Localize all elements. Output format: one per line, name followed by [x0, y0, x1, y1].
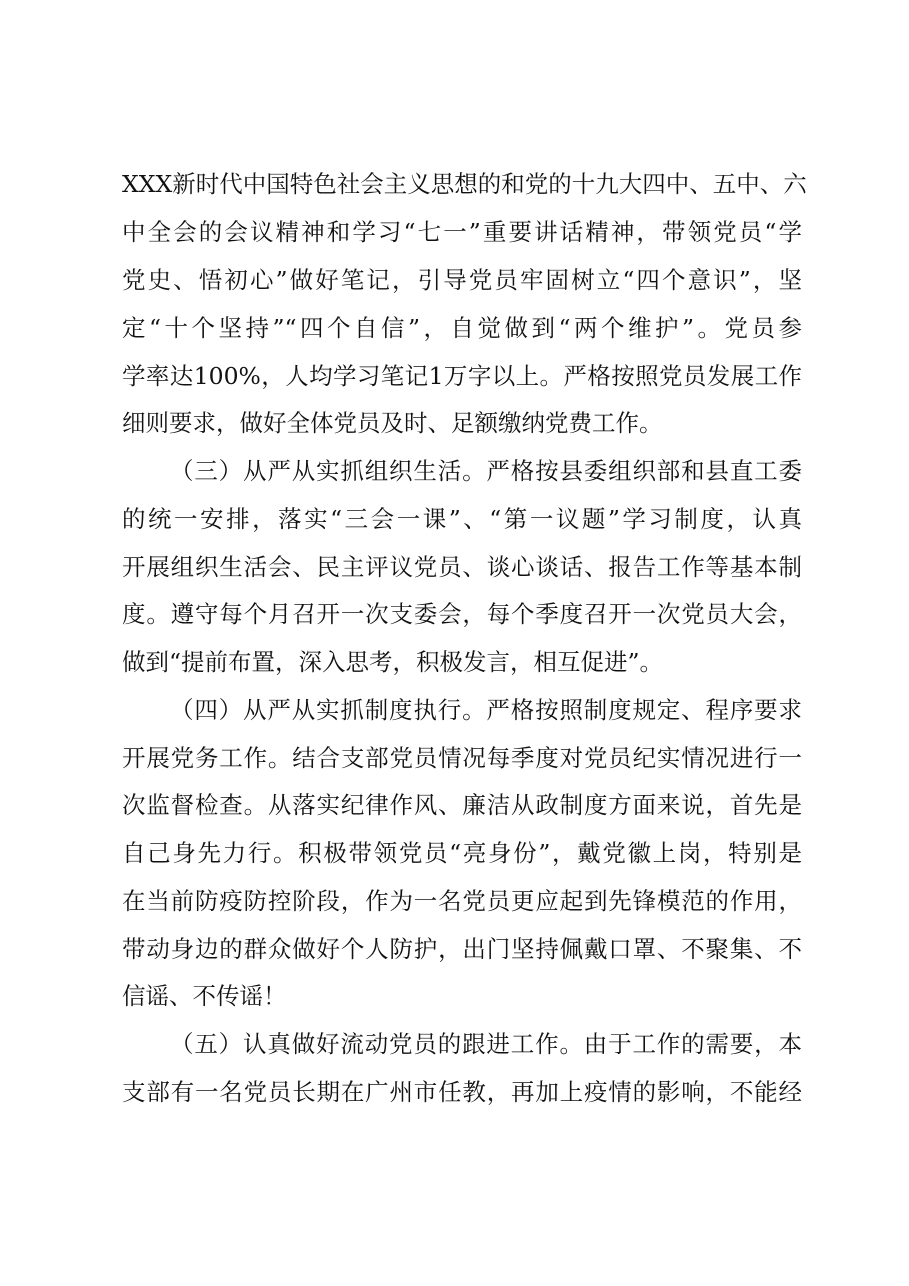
section-heading-line: （四）从严从实抓制度执行。严格按照制度规定、程序要求 [170, 696, 802, 724]
section-heading-line: （五）认真做好流动党员的跟进工作。由于工作的需要，本 [170, 1030, 802, 1058]
body-text-line: 次监督检查。从落实纪律作风、廉洁从政制度方面来说，首先是 [122, 791, 802, 819]
body-text-line: 的统一安排，落实“三会一课”、“第一议题”学习制度，认真 [122, 505, 802, 533]
body-text-line: 学率达100%，人均学习笔记1万字以上。严格按照党员发展工作 [122, 362, 802, 390]
body-text-line: 开展组织生活会、民主评议党员、谈心谈话、报告工作等基本制 [122, 553, 802, 581]
body-text-line: 开展党务工作。结合支部党员情况每季度对党员纪实情况进行一 [122, 744, 802, 772]
body-text-line: 党史、悟初心”做好笔记，引导党员牢固树立“四个意识”，坚 [122, 266, 802, 294]
body-text-line: 带动身边的群众做好个人防护，出门坚持佩戴口罩、不聚集、不 [122, 935, 802, 963]
body-text-line: XXX新时代中国特色社会主义思想的和党的十九大四中、五中、六 [122, 170, 807, 198]
body-text-line: 中全会的会议精神和学习“七一”重要讲话精神，带领党员“学 [122, 218, 802, 246]
section-heading-line: （三）从严从实抓组织生活。严格按县委组织部和县直工委 [170, 457, 802, 485]
body-text-line: 信谣、不传谣！ [122, 982, 287, 1010]
body-text-line: 做到“提前布置，深入思考，积极发言，相互促进”。 [122, 648, 664, 676]
body-text-line: 定“十个坚持”“四个自信”，自觉做到“两个维护”。党员参 [122, 314, 802, 342]
body-text-line: 度。遵守每个月召开一次支委会，每个季度召开一次党员大会， [122, 600, 802, 628]
body-text-line: 在当前防疫防控阶段，作为一名党员更应起到先锋模范的作用， [122, 887, 802, 915]
body-text-line: 自己身先力行。积极带领党员“亮身份”，戴党徽上岗，特别是 [122, 839, 802, 867]
body-text-line: 细则要求，做好全体党员及时、足额缴纳党费工作。 [122, 409, 663, 437]
body-text-line: 支部有一名党员长期在广州市任教，再加上疫情的影响，不能经 [122, 1078, 802, 1106]
